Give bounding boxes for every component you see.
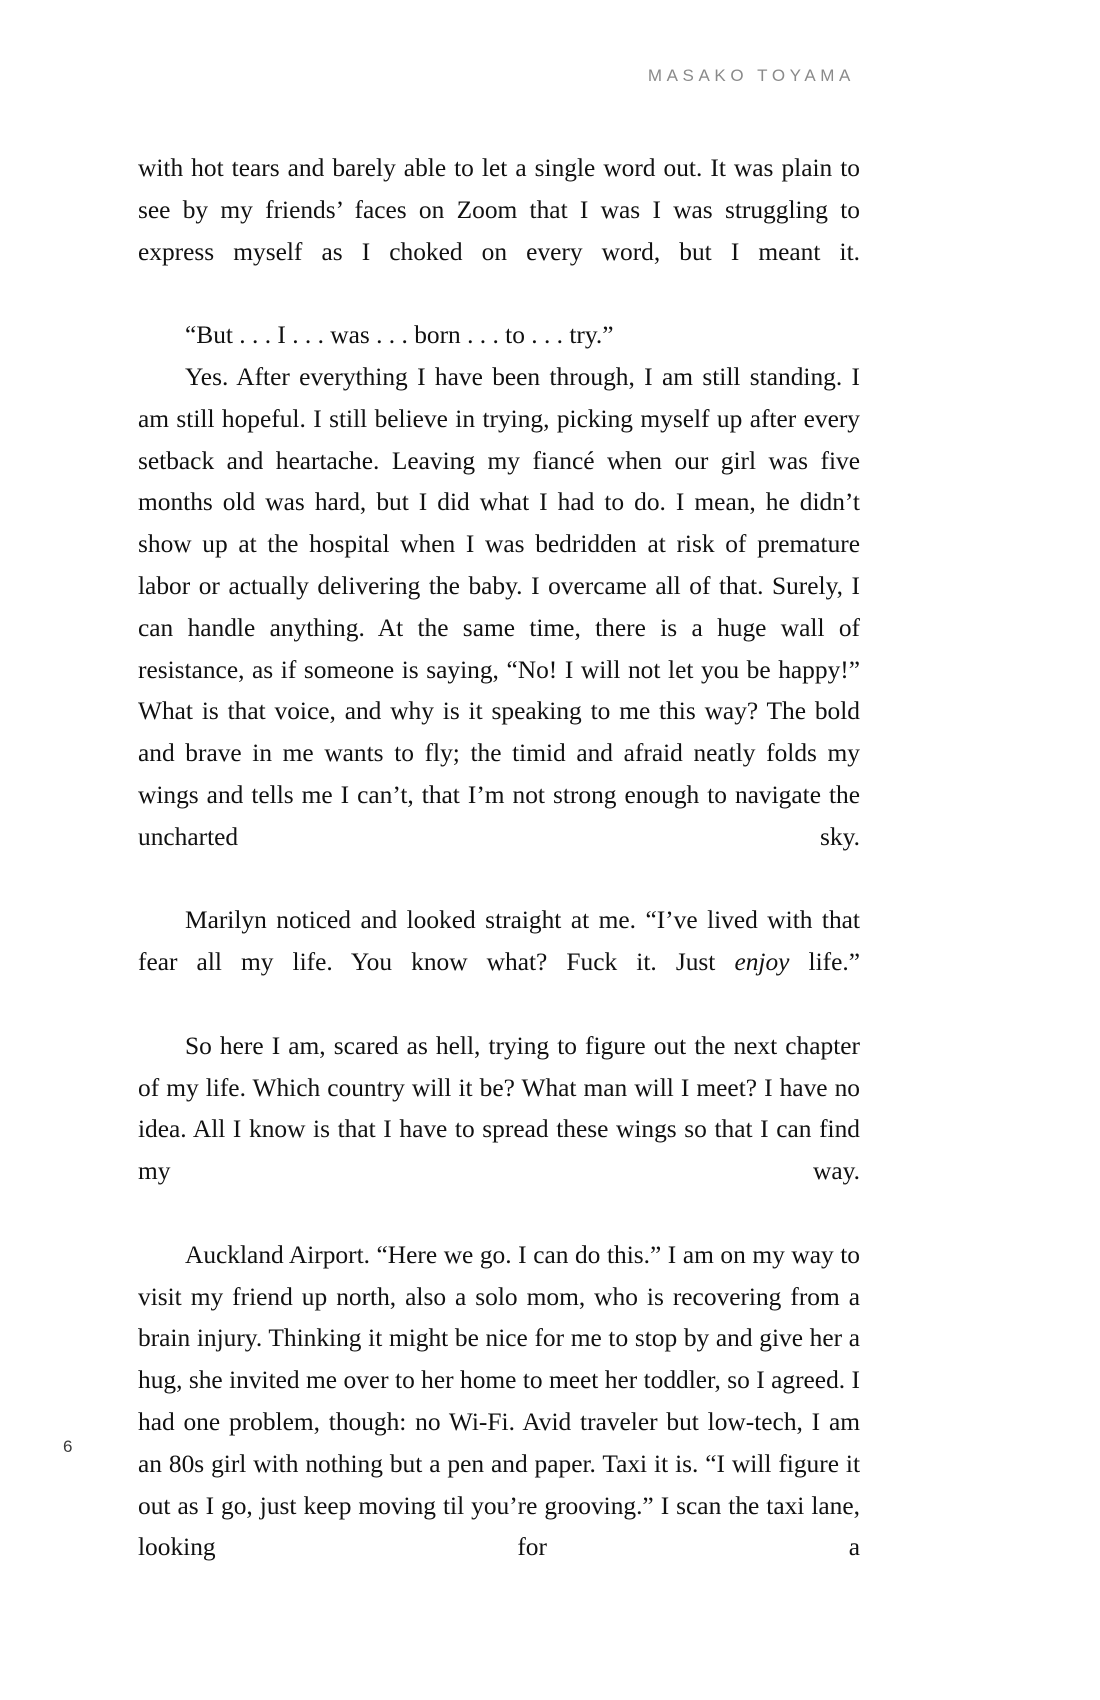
paragraph-4-segment-roman-1: Marilyn noticed and looked straight at me. “I’ve lived with that fear all my life. You know what? Fuck it. Just: [138, 906, 860, 977]
paragraph-3: Yes. After everything I have been through, I am still standing. I am still hopeful. I still believe in trying, picking myself up after every setback and heartache. Leaving my fiancé when our girl was five months old was hard, but I did what I had to do. I mean, he didn’t show up at the hospital when I was bedridden at risk of premature labor or actually delivering the baby. I overcame all of that. Surely, I can handle anything. At the same time, there is a huge wall of resistance, as if someone is saying, “No! I will not let you be happy!” What is that voice, and why is it speaking to me this way? The bold and brave in me wants to fly; the timid and afraid neatly folds my wings and tells me I can’t, that I’m not strong enough to navigate the uncharted sky.: [138, 362, 860, 851]
running-head: MASAKO TOYAMA: [647, 66, 855, 85]
paragraph-4-emphasis-enjoy: enjoy: [734, 948, 790, 977]
paragraph-5: So here I am, scared as hell, trying to figure out the next chapter of my life. Which country will it be? What man will I meet? I have no idea. All I know is that I have to spread these wings so that I can find my way.: [138, 1031, 860, 1186]
paragraph-2-dialogue: “But . . . I . . . was . . . born . . . to . . . try.”: [185, 321, 614, 350]
paragraph-1: with hot tears and barely able to let a single word out. It was plain to see by my friends’ faces on Zoom that I was I was struggling to express myself as I choked on every word, but I meant it.: [138, 154, 860, 266]
paragraph-6: Auckland Airport. “Here we go. I can do this.” I am on my way to visit my friend up north, also a solo mom, who is recovering from a brain injury. Thinking it might be nice for me to stop by and give her a hug, she invited me over to her home to meet her toddler, so I agreed. I had one problem, though: no Wi-Fi. Avid traveler but low-tech, I am an 80s girl with nothing but a pen and paper. Taxi it is. “I will figure it out as I go, just keep moving til you’re grooving.” I scan the taxi lane, looking for a: [138, 1240, 860, 1562]
body-text-block: [138, 148, 860, 1611]
paragraph-4: [138, 900, 860, 1025]
paragraph-4-segment-roman-2: life.”: [789, 948, 860, 977]
page-number: 6: [63, 1437, 73, 1456]
